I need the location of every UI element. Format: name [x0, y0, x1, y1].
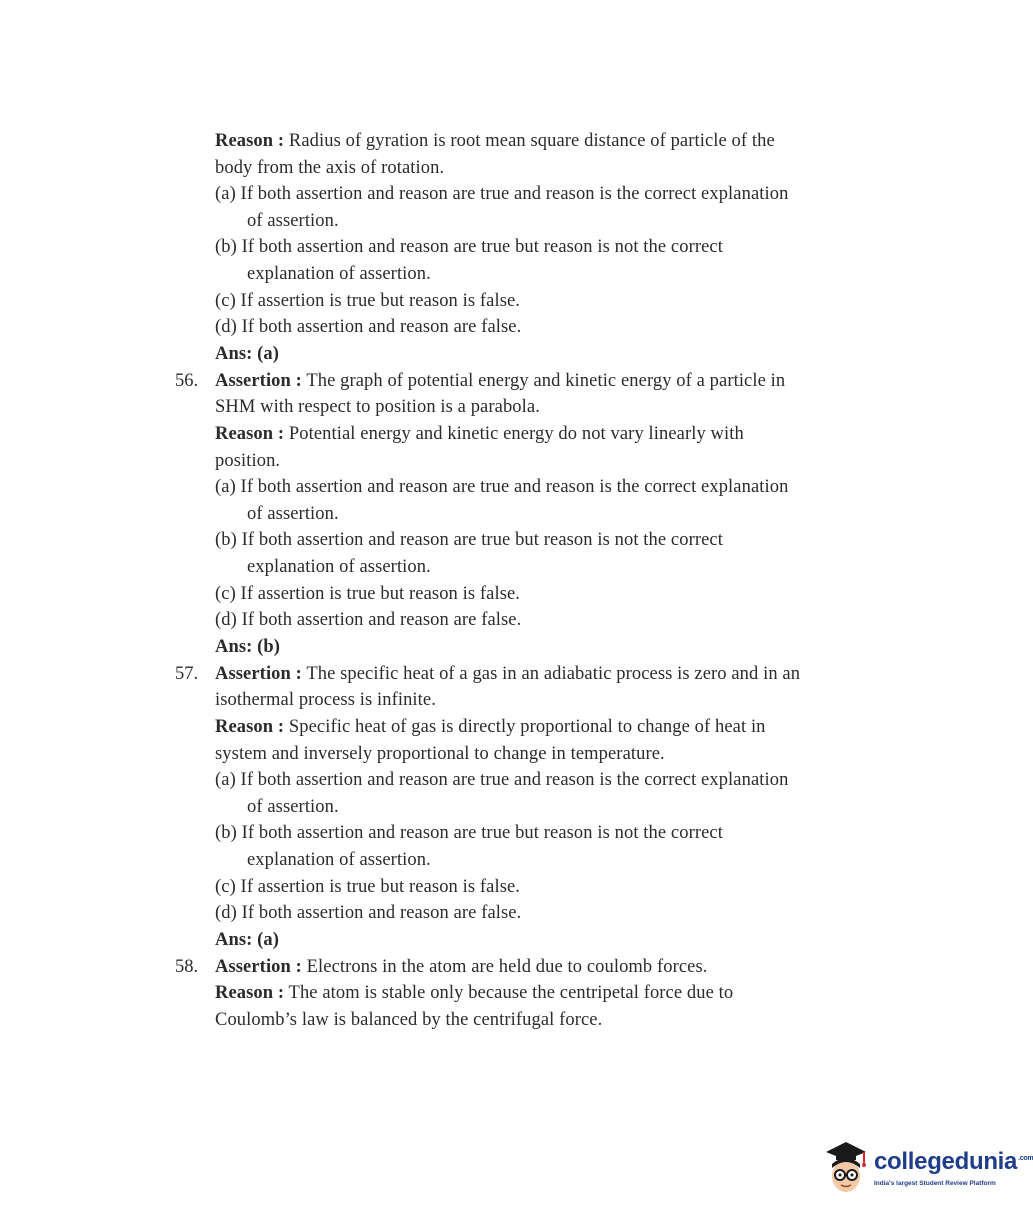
q58-reason-cont: Coulomb’s law is balanced by the centrifugal force. [215, 1010, 603, 1030]
q55-option-a-cont: of assertion. [247, 211, 339, 231]
q57-option-a: (a) If both assertion and reason are true and reason is the correct explanation [215, 770, 789, 790]
mascot-icon [822, 1138, 872, 1198]
q56-option-c: (c) If assertion is true but reason is false. [215, 584, 521, 604]
reason-label: Reason : [215, 424, 285, 444]
q56-reason: Reason : Potential energy and kinetic energy do not vary linearly with [215, 424, 744, 444]
q55-option-d: (d) If both assertion and reason are false. [215, 317, 522, 337]
q55-reason-cont: body from the axis of rotation. [215, 158, 445, 178]
q55-option-b: (b) If both assertion and reason are true but reason is not the correct [215, 237, 723, 257]
q56-assertion-cont: SHM with respect to position is a parabola. [215, 397, 540, 417]
q55-option-c: (c) If assertion is true but reason is false. [215, 291, 521, 311]
q56-option-b-cont: explanation of assertion. [247, 557, 431, 577]
q57-option-b-cont: explanation of assertion. [247, 850, 431, 870]
reason-label: Reason : [215, 717, 285, 737]
brand-tagline: India's largest Student Review Platform [874, 1180, 996, 1187]
q57-option-b: (b) If both assertion and reason are true but reason is not the correct [215, 823, 723, 843]
q55-option-a: (a) If both assertion and reason are true and reason is the correct explanation [215, 184, 789, 204]
q56-option-b: (b) If both assertion and reason are true but reason is not the correct [215, 530, 723, 550]
q56-option-a-cont: of assertion. [247, 504, 339, 524]
q55-reason: Reason : Radius of gyration is root mean square distance of particle of the [215, 131, 775, 151]
reason-label: Reason : [215, 983, 285, 1003]
assertion-label: Assertion : [215, 371, 302, 391]
q57-option-d: (d) If both assertion and reason are false. [215, 903, 522, 923]
q57-number: 57. [175, 664, 199, 684]
q57-reason-cont: system and inversely proportional to change in temperature. [215, 744, 665, 764]
q57-assertion: Assertion : The specific heat of a gas in an adiabatic process is zero and in an [215, 664, 801, 684]
q57-reason: Reason : Specific heat of gas is directly proportional to change of heat in [215, 717, 766, 737]
collegedunia-logo [822, 1138, 1033, 1200]
q57-option-a-cont: of assertion. [247, 797, 339, 817]
q56-number: 56. [175, 371, 199, 391]
assertion-label: Assertion : [215, 664, 302, 684]
q56-assertion: Assertion : The graph of potential energy and kinetic energy of a particle in [215, 371, 786, 391]
q56-answer: Ans: (b) [215, 637, 281, 657]
reason-label: Reason : [215, 131, 285, 151]
q55-option-b-cont: explanation of assertion. [247, 264, 431, 284]
q56-reason-cont: position. [215, 451, 281, 471]
brand-name: collegedunia$^{.com}$ [874, 1148, 1033, 1175]
q57-answer: Ans: (a) [215, 930, 280, 950]
q58-reason: Reason : The atom is stable only because the centripetal force due to [215, 983, 734, 1003]
q57-option-c: (c) If assertion is true but reason is false. [215, 877, 521, 897]
q58-number: 58. [175, 957, 199, 977]
assertion-label: Assertion : [215, 957, 302, 977]
q56-option-a: (a) If both assertion and reason are true and reason is the correct explanation [215, 477, 789, 497]
q58-assertion: Assertion : Electrons in the atom are held due to coulomb forces. [215, 957, 708, 977]
q57-assertion-cont: isothermal process is infinite. [215, 690, 436, 710]
q55-answer: Ans: (a) [215, 344, 280, 364]
q56-option-d: (d) If both assertion and reason are false. [215, 610, 522, 630]
